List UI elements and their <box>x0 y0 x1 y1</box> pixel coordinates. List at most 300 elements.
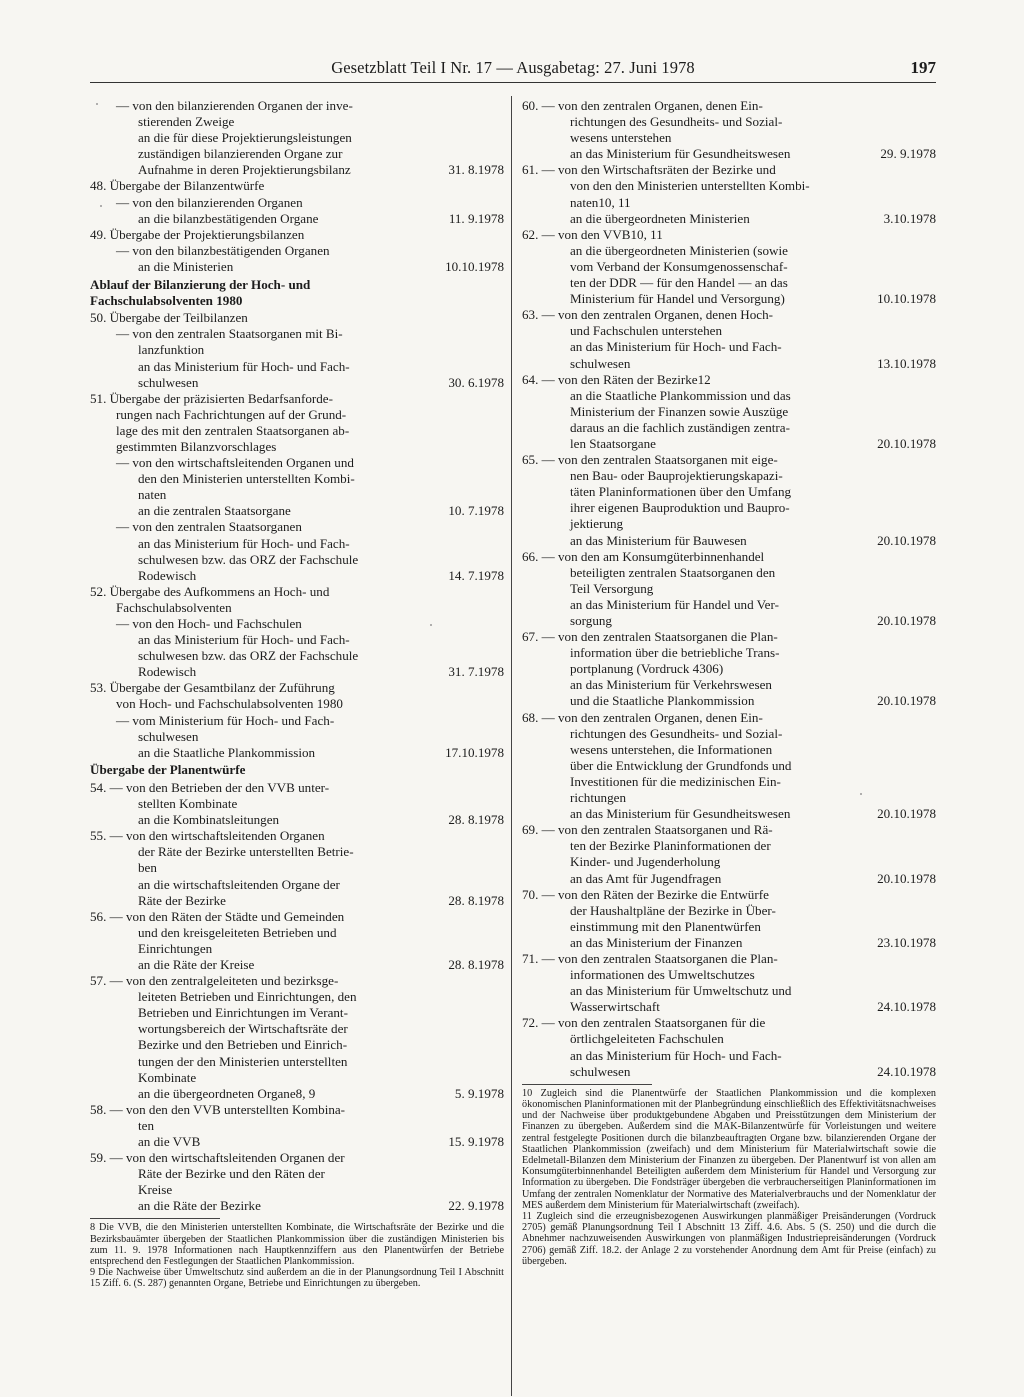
deadline-date: 5. 9.1978 <box>454 1085 504 1101</box>
line-text: Fachschulabsolventen <box>116 599 232 615</box>
schedule-line <box>522 178 936 194</box>
column-divider <box>511 96 512 1396</box>
line-text: 55. — von den wirtschaftsleitenden Organen <box>90 828 325 844</box>
deadline-date: 22. 9.1978 <box>448 1198 504 1214</box>
line-text: Teil Versorgung <box>570 580 654 596</box>
schedule-line <box>90 696 504 712</box>
schedule-line <box>522 887 936 903</box>
line-text: und Fachschulen unterstehen <box>570 323 722 339</box>
line-text: 69. — von den zentralen Staatsorganen und Rä- <box>522 822 773 838</box>
schedule-line <box>90 1005 504 1021</box>
footnotes-right <box>522 1088 936 1267</box>
line-text: 51. Übergabe der präzisierten Bedarfsanforde- <box>90 390 333 406</box>
schedule-line <box>90 178 504 194</box>
line-text: 66. — von den am Konsumgüterbinnenhandel <box>522 548 765 564</box>
line-text: 65. — von den zentralen Staatsorganen mit eige- <box>522 452 778 468</box>
line-text: den den Ministerien unterstellten Kombi- <box>138 471 355 487</box>
schedule-line <box>522 822 936 838</box>
schedule-line <box>90 1086 504 1102</box>
schedule-line <box>522 677 936 693</box>
schedule-line <box>522 1064 936 1080</box>
line-text: 68. — von den zentralen Organen, denen Ein- <box>522 709 763 725</box>
schedule-line <box>90 957 504 973</box>
line-text: zuständigen bilanzierenden Organe zur <box>138 146 343 162</box>
schedule-line <box>522 211 936 227</box>
deadline-date: 20.10.1978 <box>877 693 936 709</box>
schedule-line <box>90 211 504 227</box>
schedule-line <box>522 629 936 645</box>
line-text: — von den bilanzierenden Organen <box>116 194 303 210</box>
line-text: nen Bau- oder Bauprojektierungskapazi- <box>570 468 783 484</box>
schedule-line <box>522 983 936 999</box>
schedule-line <box>522 774 936 790</box>
line-text: tungen der den Ministerien unterstellten <box>138 1053 348 1069</box>
line-text: an das Ministerium für Hoch- und Fach- <box>138 632 350 648</box>
line-text: portplanung (Vordruck 4306) <box>570 661 724 677</box>
schedule-line <box>90 796 504 812</box>
line-text: Investitionen für die medizinischen Ein- <box>570 773 781 789</box>
schedule-line <box>522 967 936 983</box>
scan-speck <box>100 205 102 207</box>
deadline-date: 28. 8.1978 <box>448 956 504 972</box>
line-text: Übergabe der Planentwürfe <box>90 762 246 778</box>
schedule-line <box>522 854 936 870</box>
line-text: und die Staatliche Plankommission <box>570 693 755 709</box>
schedule-line <box>90 519 504 535</box>
line-text: Rodewisch <box>138 664 197 680</box>
line-text: Kreise <box>138 1182 173 1198</box>
schedule-line <box>522 742 936 758</box>
line-text: 56. — von den Räten der Städte und Gemeinden <box>90 908 345 924</box>
line-text: an das Ministerium für Umweltschutz und <box>570 983 792 999</box>
line-text: an das Ministerium für Hoch- und Fach- <box>138 535 350 551</box>
deadline-date: 24.10.1978 <box>877 999 936 1015</box>
line-text: an die Räte der Bezirke <box>138 1198 261 1214</box>
line-text: an die Kombinatsleitungen <box>138 812 280 828</box>
deadline-date: 10.10.1978 <box>877 291 936 307</box>
line-text: an die Staatliche Plankommission <box>138 744 316 760</box>
schedule-line <box>90 925 504 941</box>
footnote-rule-left <box>90 1218 220 1219</box>
line-text: 50. Übergabe der Teilbilanzen <box>90 310 248 326</box>
line-text: an die übergeordneten Organe8, 9 <box>138 1085 316 1101</box>
line-text: 48. Übergabe der Bilanzentwürfe <box>90 178 265 194</box>
header-title: Gesetzblatt Teil I Nr. 17 — Ausgabetag: 27. Juni 1978 <box>331 58 695 77</box>
deadline-date: 20.10.1978 <box>877 613 936 628</box>
schedule-line <box>522 404 936 420</box>
line-text: information über die betriebliche Trans- <box>570 645 780 661</box>
line-text: richtungen des Gesundheits- und Sozial- <box>570 725 783 741</box>
schedule-line <box>90 1054 504 1070</box>
schedule-line <box>522 388 936 404</box>
line-text: Rodewisch <box>138 567 197 583</box>
schedule-line <box>522 549 936 565</box>
schedule-line <box>522 581 936 597</box>
schedule-line <box>90 584 504 600</box>
line-text: — von den zentralen Staatsorganen <box>116 519 302 535</box>
schedule-line <box>90 359 504 375</box>
schedule-line <box>90 664 504 680</box>
line-text: 60. — von den zentralen Organen, denen Ein- <box>522 98 763 113</box>
line-text: — von den Hoch- und Fachschulen <box>116 616 302 631</box>
schedule-line <box>90 1134 504 1150</box>
schedule-line <box>90 973 504 989</box>
page-header <box>90 58 936 88</box>
deadline-date: 14. 7.1978 <box>448 567 504 583</box>
schedule-line <box>90 1021 504 1037</box>
deadline-date: 15. 9.1978 <box>448 1134 504 1149</box>
schedule-line <box>522 871 936 887</box>
line-text: ihrer eigenen Bauproduktion und Baupro- <box>570 500 790 516</box>
schedule-line <box>90 989 504 1005</box>
line-text: an die für diese Projektierungsleistungen <box>138 130 352 146</box>
footnotes-left <box>90 1222 504 1289</box>
schedule-line <box>90 423 504 439</box>
schedule-line <box>522 468 936 484</box>
schedule-line <box>522 227 936 243</box>
schedule-line <box>522 1048 936 1064</box>
line-text: ben <box>138 860 157 876</box>
deadline-date: 11. 9.1978 <box>448 210 504 226</box>
line-text: 53. Übergabe der Gesamtbilanz der Zuführung <box>90 680 335 696</box>
schedule-line <box>90 812 504 828</box>
line-text: naten10, 11 <box>570 194 631 210</box>
deadline-date: 31. 8.1978 <box>448 162 504 178</box>
deadline-date: 20.10.1978 <box>877 435 936 451</box>
line-text: schulwesen <box>570 1063 631 1079</box>
line-text: und den kreisgeleiteten Betrieben und <box>138 924 337 940</box>
schedule-line <box>522 339 936 355</box>
line-text: an das Ministerium für Gesundheitswesen <box>570 146 791 162</box>
line-text: naten <box>138 487 167 503</box>
deadline-date: 17.10.1978 <box>445 744 504 760</box>
line-text: — von den bilanzierenden Organen der inve- <box>116 98 353 113</box>
footnote-rule-right <box>522 1084 652 1085</box>
right-schedule <box>522 98 936 1080</box>
line-text: — von den bilanzbestätigenden Organen <box>116 242 330 258</box>
schedule-line <box>90 536 504 552</box>
line-text: Einrichtungen <box>138 940 213 956</box>
schedule-line <box>90 1037 504 1053</box>
line-text: an die übergeordneten Ministerien <box>570 210 750 226</box>
schedule-line <box>522 452 936 468</box>
line-text: 70. — von den Räten der Bezirke die Entwürfe <box>522 886 769 902</box>
schedule-line <box>522 146 936 162</box>
line-text: an das Ministerium für Gesundheitswesen <box>570 806 791 822</box>
line-text: lage des mit den zentralen Staatsorganen ab- <box>116 422 350 438</box>
schedule-line <box>522 500 936 516</box>
schedule-line <box>522 758 936 774</box>
line-text: 54. — von den Betrieben der den VVB unter- <box>90 779 330 795</box>
line-text: Wasserwirtschaft <box>570 999 660 1015</box>
line-text: beteiligten zentralen Staatsorganen den <box>570 564 776 580</box>
schedule-line <box>522 307 936 323</box>
line-text: an die übergeordneten Ministerien (sowie <box>570 242 788 258</box>
line-text: 67. — von den zentralen Staatsorganen die Plan- <box>522 629 778 645</box>
schedule-line <box>90 828 504 844</box>
page-number: 197 <box>910 58 936 77</box>
line-text: der Räte der Bezirke unterstellten Betrie- <box>138 844 354 860</box>
schedule-line <box>522 1031 936 1047</box>
line-text: 49. Übergabe der Projektierungsbilanzen <box>90 226 305 242</box>
line-text: an das Ministerium für Bauwesen <box>570 532 747 548</box>
schedule-line <box>90 439 504 455</box>
line-text: an das Ministerium der Finanzen <box>570 934 743 950</box>
schedule-line <box>90 568 504 584</box>
section-heading <box>90 277 504 293</box>
line-text: an das Ministerium für Verkehrswesen <box>570 677 772 693</box>
schedule-line <box>90 616 504 632</box>
schedule-line <box>522 162 936 178</box>
line-text: schulwesen <box>138 728 199 744</box>
schedule-line <box>522 790 936 806</box>
schedule-line <box>90 600 504 616</box>
deadline-date: 24.10.1978 <box>877 1063 936 1079</box>
line-text: von Hoch- und Fachschulabsolventen 1980 <box>116 696 343 712</box>
schedule-line <box>522 130 936 146</box>
line-text: stellten Kombinate <box>138 796 238 812</box>
line-text: Räte der Bezirke <box>138 892 226 908</box>
line-text: ten der DDR — für den Handel — an das <box>570 275 788 291</box>
schedule-line <box>522 645 936 661</box>
footnote-11: 11 Zugleich sind die erzeugnisbezogenen Auswirkungen planmäßiger Preisänderungen (Vordruck 2705) gemäß Planungsordnung Teil I Abschnitt 13 Ziff. 4.6. Abs. 5 (S. 250) und die durch die Abnehmer nachzuweisenden Auswirkungen von planmäßigen Industriepreisänderungen (Vordruck 2706) gemäß Ziff. 18.2. der Anlage 2 zu vorstehender Anordnung dem Amt für Preise (einfach) zu übergeben. <box>522 1210 936 1267</box>
line-text: Aufnahme in deren Projektierungsbilanz <box>138 162 351 178</box>
left-schedule <box>90 98 504 1214</box>
line-text: schulwesen <box>570 355 631 371</box>
schedule-line <box>522 436 936 452</box>
line-text: 58. — von den den VVB unterstellten Kombina- <box>90 1101 346 1117</box>
schedule-line <box>90 877 504 893</box>
line-text: Betrieben und Einrichtungen im Verant- <box>138 1005 348 1021</box>
deadline-date: 28. 8.1978 <box>448 812 504 828</box>
schedule-line <box>522 693 936 709</box>
deadline-date: 10. 7.1978 <box>448 503 504 519</box>
schedule-line <box>522 903 936 919</box>
scan-speck <box>430 624 432 626</box>
line-text: 63. — von den zentralen Organen, denen Hoch- <box>522 307 773 323</box>
right-column <box>522 98 936 1267</box>
schedule-line <box>90 909 504 925</box>
deadline-date: 10.10.1978 <box>445 258 504 274</box>
deadline-date: 20.10.1978 <box>877 870 936 886</box>
schedule-line <box>90 195 504 211</box>
line-text: 71. — von den zentralen Staatsorganen die Plan- <box>522 950 778 966</box>
schedule-line <box>90 130 504 146</box>
schedule-line <box>90 780 504 796</box>
line-text: 61. — von den Wirtschaftsräten der Bezirke und <box>522 162 776 178</box>
schedule-line <box>90 632 504 648</box>
line-text: an die wirtschaftsleitenden Organe der <box>138 876 340 892</box>
schedule-line <box>90 455 504 471</box>
schedule-line <box>90 844 504 860</box>
schedule-line <box>522 291 936 307</box>
schedule-line <box>522 661 936 677</box>
scan-speck <box>860 793 862 795</box>
line-text: an die VVB <box>138 1134 201 1149</box>
schedule-line <box>522 935 936 951</box>
schedule-line <box>90 326 504 342</box>
schedule-line <box>90 471 504 487</box>
schedule-line <box>90 1166 504 1182</box>
left-column <box>90 98 504 1290</box>
schedule-line <box>522 1015 936 1031</box>
schedule-line <box>90 941 504 957</box>
schedule-line <box>522 114 936 130</box>
line-text: 62. — von den VVB10, 11 <box>522 226 663 242</box>
schedule-line <box>90 1182 504 1198</box>
deadline-date: 31. 7.1978 <box>448 664 504 680</box>
line-text: Bezirke und den Betrieben und Einrich- <box>138 1037 348 1053</box>
footnote-8: 8 Die VVB, die den Ministerien unterstellten Kombinate, die Wirtschaftsräte der Bezirke und die Bezirksbauämter übergeben der Staatlichen Plankommission über die zuständigen Ministerien bis zum 11. 9. 1978 Informationen nach Hauptkennziffern aus den Planentwürfen der Betriebe entsprechend den Festlegungen der Staatlichen Plankommission. <box>90 1222 504 1268</box>
line-text: 57. — von den zentralgeleiteten und bezirksge- <box>90 973 339 989</box>
schedule-line <box>90 893 504 909</box>
line-text: örtlichgeleiteten Fachschulen <box>570 1031 724 1047</box>
line-text: ten der Bezirke Planinformationen der <box>570 838 771 854</box>
schedule-line <box>90 407 504 423</box>
line-text: sorgung <box>570 613 612 628</box>
deadline-date: 13.10.1978 <box>877 355 936 371</box>
schedule-line <box>90 1102 504 1118</box>
schedule-line <box>522 951 936 967</box>
line-text: lanzfunktion <box>138 342 205 358</box>
line-text: Ministerium der Finanzen sowie Auszüge <box>570 403 789 419</box>
line-text: 64. — von den Räten der Bezirke12 <box>522 371 711 387</box>
line-text: an die Ministerien <box>138 258 234 274</box>
line-text: richtungen des Gesundheits- und Sozial- <box>570 114 783 130</box>
line-text: Ablauf der Bilanzierung der Hoch- und <box>90 276 311 292</box>
schedule-line <box>522 533 936 549</box>
deadline-date: 20.10.1978 <box>877 532 936 548</box>
schedule-line <box>90 259 504 275</box>
schedule-line <box>90 98 504 114</box>
line-text: schulwesen <box>138 374 199 390</box>
line-text: len Staatsorgane <box>570 435 656 451</box>
schedule-line <box>90 713 504 729</box>
line-text: schulwesen bzw. das ORZ der Fachschule <box>138 551 359 567</box>
schedule-line <box>90 310 504 326</box>
line-text: Fachschulabsolventen 1980 <box>90 292 243 308</box>
schedule-line <box>90 648 504 664</box>
schedule-line <box>90 1118 504 1134</box>
header-rule <box>90 82 936 83</box>
schedule-line <box>90 227 504 243</box>
deadline-date: 30. 6.1978 <box>448 374 504 390</box>
line-text: rungen nach Fachrichtungen auf der Grund- <box>116 406 347 422</box>
line-text: an die Staatliche Plankommission und das <box>570 387 791 403</box>
line-text: Räte der Bezirke und den Räten der <box>138 1166 325 1182</box>
schedule-line <box>522 838 936 854</box>
schedule-line <box>90 1150 504 1166</box>
line-text: Kombinate <box>138 1069 197 1085</box>
line-text: an die Räte der Kreise <box>138 956 255 972</box>
footnote-9: 9 Die Nachweise über Umweltschutz sind außerdem an die in der Planungsordnung Teil I Abschnitt 15 Ziff. 6. (S. 287) genannten Organe, Betriebe und Einrichtungen zu übergeben. <box>90 1267 504 1290</box>
schedule-line <box>522 565 936 581</box>
line-text: von den den Ministerien unterstellten Kombi- <box>570 178 810 194</box>
schedule-line <box>90 503 504 519</box>
line-text: der Haushaltpläne der Bezirke in Über- <box>570 902 776 918</box>
line-text: an das Ministerium für Hoch- und Fach- <box>138 358 350 374</box>
line-text: wesens unterstehen <box>570 130 672 146</box>
schedule-line <box>522 919 936 935</box>
schedule-line <box>90 146 504 162</box>
deadline-date: 28. 8.1978 <box>448 892 504 908</box>
schedule-line <box>522 356 936 372</box>
schedule-line <box>90 114 504 130</box>
line-text: Ministerium für Handel und Versorgung) <box>570 291 785 307</box>
schedule-line <box>522 323 936 339</box>
schedule-line <box>522 710 936 726</box>
deadline-date: 3.10.1978 <box>883 210 936 226</box>
schedule-line <box>522 484 936 500</box>
line-text: täten Planinformationen über den Umfang <box>570 484 792 500</box>
line-text: — von den zentralen Staatsorganen mit Bi- <box>116 326 343 342</box>
line-text: — von den wirtschaftsleitenden Organen und <box>116 455 354 471</box>
line-text: an die bilanzbestätigenden Organe <box>138 210 319 226</box>
schedule-line <box>90 375 504 391</box>
line-text: vom Verband der Konsumgenossenschaf- <box>570 258 788 274</box>
schedule-line <box>90 729 504 745</box>
schedule-line <box>90 860 504 876</box>
schedule-line <box>522 999 936 1015</box>
line-text: informationen des Umweltschutzes <box>570 967 755 983</box>
line-text: wortungsbereich der Wirtschaftsräte der <box>138 1021 348 1037</box>
schedule-line <box>90 1070 504 1086</box>
schedule-line <box>522 259 936 275</box>
line-text: ten <box>138 1117 154 1133</box>
line-text: an das Ministerium für Hoch- und Fach- <box>570 339 782 355</box>
schedule-line <box>90 552 504 568</box>
line-text: daraus an die fachlich zuständigen zentra- <box>570 419 790 435</box>
schedule-line <box>522 726 936 742</box>
schedule-line <box>90 243 504 259</box>
schedule-line <box>522 516 936 532</box>
line-text: gestimmten Bilanzvorschlages <box>116 438 277 454</box>
line-text: an das Amt für Jugendfragen <box>570 870 722 886</box>
schedule-line <box>90 342 504 358</box>
schedule-line <box>522 597 936 613</box>
deadline-date: 20.10.1978 <box>877 806 936 822</box>
footnote-10: 10 Zugleich sind die Planentwürfe der Staatlichen Plankommission und die komplexen ökonomischen Planinformationen mit der Planbegründung einschließlich des Effektivitätsnachweises und der Nachweise über produktgebundene Abgaben und Preisstützungen dem Ministerium der Finanzen zu übergeben. Außerdem sind die MAK-Bilanzentwürfe für Vorleistungen und weitere zentral festgelegte Positionen durch die bilanzbeauftragten Organe bzw. bilanzierenden Organe der Staatlichen Plankommission (zweifach) und dem Ministerium für Materialwirtschaft sowie die Edelmetall-Bilanzen dem Ministerium der Finanzen zu übergeben. Der Planentwurf ist von allen am Konsumgüterbinnenhandel Beteiligten außerdem dem Ministerium für Handel und Versorgung zur Information zu übergeben. Die Fondsträger übergeben die verbraucherseitigen Planinformationen im Umfang der zentralen Nomenklatur der Normative des Materialverbrauchs und der Nomenklatur der MES außerdem dem Ministerium für Materialwirtschaft (zweifach). <box>522 1087 936 1211</box>
line-text: schulwesen bzw. das ORZ der Fachschule <box>138 648 359 664</box>
schedule-line <box>522 420 936 436</box>
line-text: 59. — von den wirtschaftsleitenden Organen der <box>90 1150 345 1166</box>
line-text: 72. — von den zentralen Staatsorganen für die <box>522 1015 766 1031</box>
line-text: wesens unterstehen, die Informationen <box>570 741 773 757</box>
line-text: jektierung <box>570 516 624 532</box>
schedule-line <box>90 162 504 178</box>
schedule-line <box>522 195 936 211</box>
line-text: über die Entwicklung der Grundfonds und <box>570 757 792 773</box>
schedule-line <box>522 613 936 629</box>
line-text: — vom Ministerium für Hoch- und Fach- <box>116 712 335 728</box>
schedule-line <box>522 98 936 114</box>
schedule-line <box>522 275 936 291</box>
schedule-line <box>522 243 936 259</box>
schedule-line <box>522 372 936 388</box>
schedule-line <box>90 745 504 761</box>
line-text: stierenden Zweige <box>138 114 235 130</box>
line-text: an die zentralen Staatsorgane <box>138 503 291 519</box>
schedule-line <box>90 487 504 503</box>
line-text: an das Ministerium für Hoch- und Fach- <box>570 1047 782 1063</box>
section-heading <box>90 293 504 309</box>
schedule-line <box>90 391 504 407</box>
line-text: richtungen <box>570 790 626 806</box>
section-heading <box>90 762 504 778</box>
line-text: einstimmung mit den Planentwürfen <box>570 918 761 934</box>
line-text: Kinder- und Jugenderholung <box>570 854 721 870</box>
schedule-line <box>90 1198 504 1214</box>
